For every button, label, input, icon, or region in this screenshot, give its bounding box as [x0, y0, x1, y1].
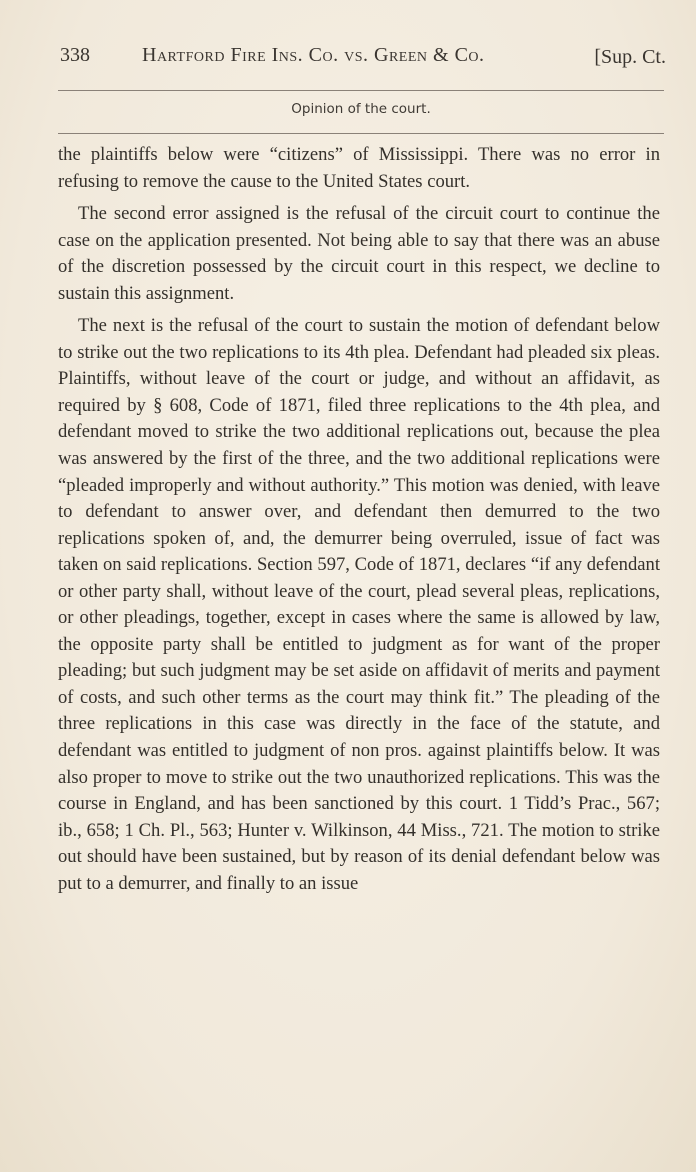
header-rule-bottom — [58, 133, 664, 134]
header-rule-top — [58, 90, 664, 91]
court-label: [Sup. Ct. — [594, 46, 666, 68]
paragraph-motion-to-strike: The next is the refusal of the court to sustain the motion of defendant below to strike out the two replications to its 4th plea. Defendant had pleaded six pleas. Plaintiffs, without leave of the court or judge, and without an affidavit, as required by § 608, Code of 1871, filed three replications to the 4th plea, and defendant moved to strike the two additional replications out, because the plea was answered by the first of the three, and the two additional replications were “pleaded improperly and without authority.” This motion was denied, with leave to defendant to answer over, and defendant then demurred to the two replications spoken of, and, the demurrer being overruled, issue of fact was taken on said replications. Section 597, Code of 1871, declares “if any defendant or other party shall, without leave of the court, plead several pleas, replications, or other pleadings, together, except in cases where the same is allowed by law, the opposite party shall be entitled to judgment as for want of the proper pleading; but such judgment may be set aside on affidavit of merits and payment of costs, and such other terms as the court may think fit.” The pleading of the three replications in this case was directly in the face of the statute, and defendant was entitled to judgment of non pros. against plaintiffs below. It was also proper to move to strike out the two unauthorized replications. This was the course in England, and has been sanctioned by this court. 1 Tidd’s Prac., 567; ib., 658; 1 Ch. Pl., 563; Hunter v. Wilkinson, 44 Miss., 721. The motion to strike out should have been sustained, but by reason of its denial defendant below was put to a demurrer, and finally to an issue — [58, 315, 660, 894]
opinion-text — [58, 142, 660, 897]
paragraph-second-error: The second error assigned is the refusal of the circuit court to continue the case on the application presented. Not being able to say that there was an abuse of the discretion possessed by the circuit court in this respect, we decline to sustain this assignment. — [58, 203, 660, 304]
section-subheader: Opinion of the court. — [291, 101, 431, 117]
paragraph-continuation: the plaintiffs below were “citizens” of Mississippi. There was no error in refusing to remove the cause to the United States court. — [58, 144, 660, 192]
running-title: Hartford Fire Ins. Co. vs. Green & Co. — [142, 44, 485, 66]
page-number: 338 — [60, 44, 90, 66]
page-header — [58, 44, 668, 74]
